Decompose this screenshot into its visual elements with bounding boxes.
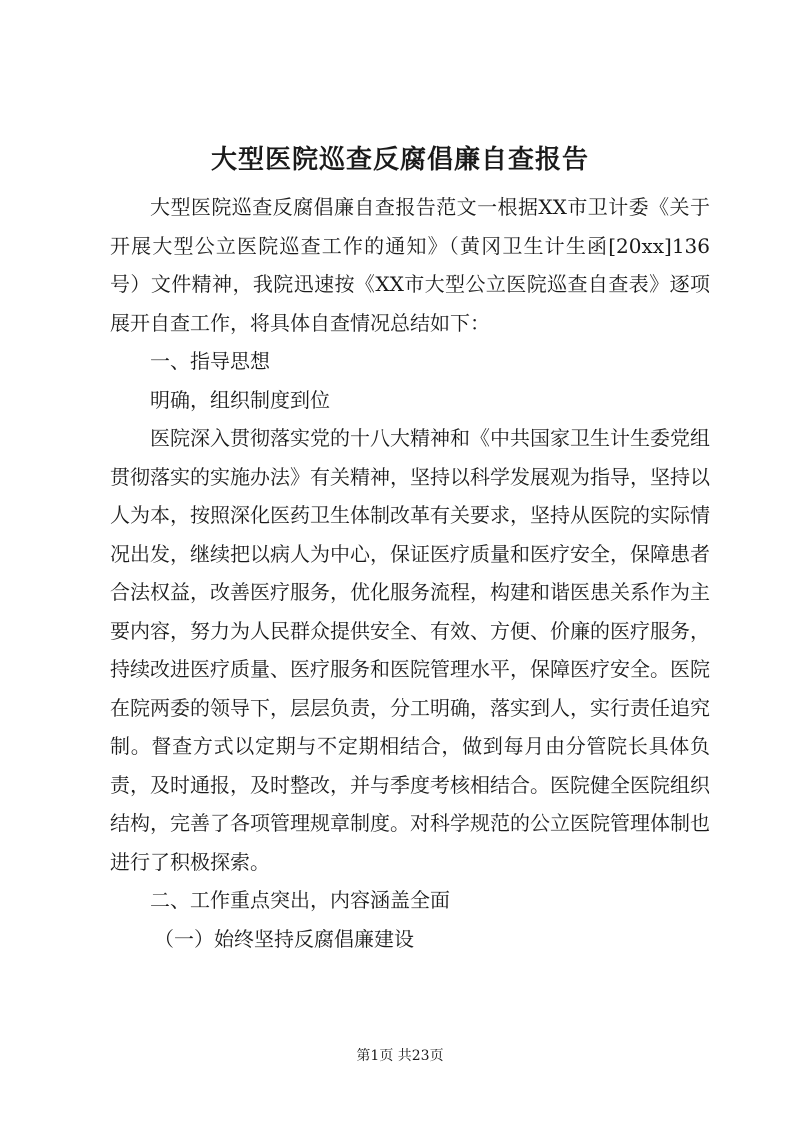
intro-paragraph: 大型医院巡查反腐倡廉自查报告范文一根据XX市卫计委《关于开展大型公立医院巡查工作的通知》（黄冈卫生计生函[20xx]136号）文件精神，我院迅速按《XX市大型公立医院巡查自查表》逐项展开自查工作，将具体自查情况总结如下： (110, 195, 710, 335)
page-footer: 第1页 共23页 (356, 1048, 444, 1064)
subsection-heading-1: （一）始终坚持反腐倡廉建设 (154, 926, 414, 951)
document-body (110, 188, 710, 958)
document-title: 大型医院巡查反腐倡廉自查报告 (210, 145, 589, 175)
subheading-organization: 明确，组织制度到位 (150, 387, 330, 412)
section-heading-2: 二、工作重点突出，内容涵盖全面 (150, 888, 450, 912)
section-heading-1: 一、指导思想 (150, 349, 270, 373)
body-paragraph-1: 医院深入贯彻落实党的十八大精神和《中共国家卫生计生委党组贯彻落实的实施办法》有关精神，坚持以科学发展观为指导，坚持以人为本，按照深化医药卫生体制改革有关要求，坚持从医院的实际情况出发，继续把以病人为中心，保证医疗质量和医疗安全，保障患者合法权益，改善医疗服务，优化服务流程，构建和谐医患关系作为主要内容，努力为人民群众提供安全、有效、方便、价廉的医疗服务，持续改进医疗质量、医疗服务和医院管理水平，保障医疗安全。医院在院两委的领导下，层层负责，分工明确，落实到人，实行责任追究制。督查方式以定期与不定期相结合，做到每月由分管院长具体负责，及时通报，及时整改，并与季度考核相结合。医院健全医院组织结构，完善了各项管理规章制度。对科学规范的公立医院管理体制也进行了积极探索。 (110, 426, 710, 874)
